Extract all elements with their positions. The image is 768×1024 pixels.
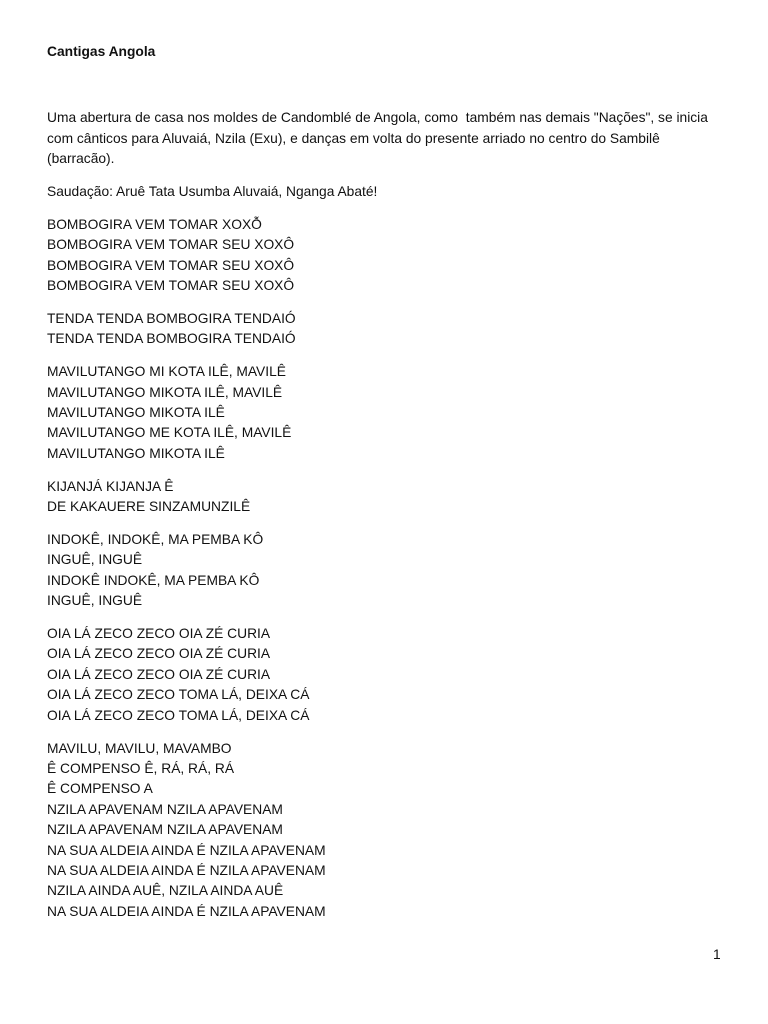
verse-line: NA SUA ALDEIA AINDA É NZILA APAVENAM (47, 862, 326, 878)
verse-line: INDOKÊ, INDOKÊ, MA PEMBA KÔ (47, 532, 264, 548)
verse-line: BOMBOGIRA VEM TOMAR SEU XOXÔ (47, 278, 295, 294)
verse-line: NZILA APAVENAM NZILA APAVENAM (47, 801, 283, 817)
verse-line: MAVILUTANGO MI KOTA ILÊ, MAVILÊ (47, 364, 286, 380)
verse-line: BOMBOGIRA VEM TOMAR SEU XOXÔ (47, 237, 295, 253)
verse-line: MAVILUTANGO MIKOTA ILÊ, MAVILÊ (47, 384, 283, 400)
verse-line: NZILA APAVENAM NZILA APAVENAM (47, 822, 283, 838)
stanza (47, 362, 737, 464)
verse-line: MAVILUTANGO ME KOTA ILÊ, MAVILÊ (47, 425, 292, 441)
intro-line: com cânticos para Aluvaiá, Nzila (Exu), e danças em volta do presente arriado no centro do Sambilê (47, 130, 660, 146)
stanza (47, 624, 737, 726)
verse-line: OIA LÁ ZECO ZECO TOMA LÁ, DEIXA CÁ (47, 687, 310, 703)
stanza (47, 530, 737, 612)
verse-line: INGUÊ, INGUÊ (47, 593, 143, 609)
intro-line: (barracão). (47, 151, 115, 167)
verse-line: Ê COMPENSO A (47, 781, 153, 797)
greeting-line: Saudação: Aruê Tata Usumba Aluvaiá, Nganga Abaté! (47, 184, 378, 200)
intro-paragraph (47, 108, 737, 169)
verse-line: OIA LÁ ZECO ZECO OIA ZÉ CURIA (47, 666, 271, 682)
stanza (47, 739, 737, 923)
verse-line: Ê COMPENSO Ê, RÁ, RÁ, RÁ (47, 760, 235, 776)
verse-line: KIJANJÁ KIJANJA Ê (47, 478, 174, 494)
verse-line: DE KAKAUERE SINZAMUNZILÊ (47, 499, 251, 515)
verse-line: NA SUA ALDEIA AINDA É NZILA APAVENAM (47, 842, 326, 858)
stanza (47, 215, 737, 297)
stanza (47, 309, 737, 350)
verse-line: BOMBOGIRA VEM TOMAR XOXỖ (47, 216, 262, 232)
verse-line: TENDA TENDA BOMBOGIRA TENDAIÓ (47, 331, 296, 347)
verse-line: BOMBOGIRA VEM TOMAR SEU XOXÔ (47, 257, 295, 273)
page-number: 1 (713, 947, 721, 962)
verse-line: OIA LÁ ZECO ZECO OIA ZÉ CURIA (47, 626, 271, 642)
intro-line: Uma abertura de casa nos moldes de Candomblé de Angola, como também nas demais "Nações", se inicia (47, 110, 708, 126)
stanza (47, 477, 737, 518)
verse-line: OIA LÁ ZECO ZECO TOMA LÁ, DEIXA CÁ (47, 707, 310, 723)
document-title: Cantigas Angola (47, 44, 156, 59)
verse-line: MAVILUTANGO MIKOTA ILÊ (47, 405, 225, 421)
document-body (47, 42, 737, 935)
verse-line: TENDA TENDA BOMBOGIRA TENDAIÓ (47, 311, 296, 327)
verse-line: MAVILUTANGO MIKOTA ILÊ (47, 445, 225, 461)
verse-line: NA SUA ALDEIA AINDA É NZILA APAVENAM (47, 903, 326, 919)
greeting-paragraph (47, 182, 737, 202)
verse-line: OIA LÁ ZECO ZECO OIA ZÉ CURIA (47, 646, 271, 662)
verse-line: INDOKÊ INDOKÊ, MA PEMBA KÔ (47, 572, 260, 588)
verse-line: NZILA AINDA AUÊ, NZILA AINDA AUÊ (47, 883, 284, 899)
verse-line: MAVILU, MAVILU, MAVAMBO (47, 740, 232, 756)
verse-line: INGUÊ, INGUÊ (47, 552, 143, 568)
